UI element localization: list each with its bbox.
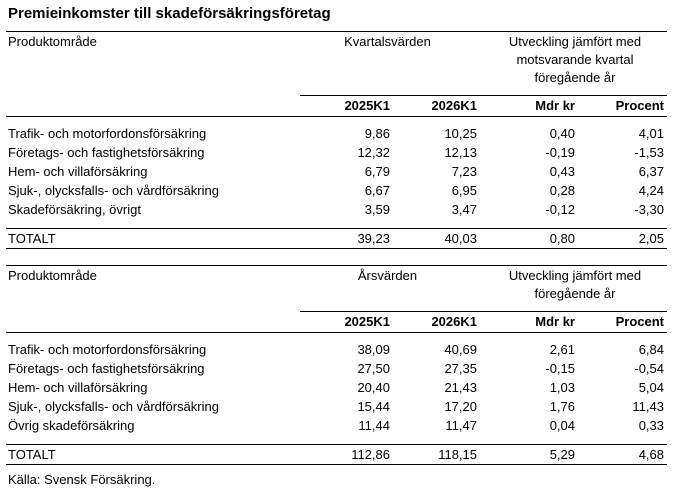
row-value-mdr-kr: -0,15 (545, 361, 575, 376)
table-top-rule (6, 265, 667, 266)
row-value-2025k1: 12,32 (357, 145, 390, 160)
total-value-procent: 4,68 (638, 447, 664, 462)
row-value-2025k1: 3,59 (364, 202, 390, 217)
row-label: Hem- och villaförsäkring (8, 380, 148, 395)
row-value-2026k1: 27,35 (444, 361, 477, 376)
row-label: Övrig skadeförsäkring (8, 418, 135, 433)
row-value-mdr-kr: 0,43 (549, 164, 575, 179)
row-value-2026k1: 6,95 (451, 183, 477, 198)
total-label: TOTALT (8, 447, 56, 462)
subheader-procent: Procent (615, 98, 664, 113)
total-top-rule (6, 444, 667, 445)
subheader-rule (300, 95, 667, 96)
row-label: Trafik- och motorfordonsförsäkring (8, 126, 207, 141)
row-label: Hem- och villaförsäkring (8, 164, 148, 179)
row-value-procent: -0,54 (634, 361, 664, 376)
row-value-2026k1: 10,25 (444, 126, 477, 141)
col-group-header-values: Kvartalsvärden (344, 34, 431, 49)
col-header-product: Produktområde (8, 268, 97, 283)
row-label: Sjuk-, olycksfalls- och vårdförsäkring (8, 399, 219, 414)
total-value-mdr-kr: 0,80 (549, 231, 575, 246)
row-value-2026k1: 7,23 (451, 164, 477, 179)
row-value-procent: -3,30 (634, 202, 664, 217)
row-value-2026k1: 12,13 (444, 145, 477, 160)
header-bottom-rule (6, 116, 667, 117)
total-value-2025k1: 39,23 (357, 231, 390, 246)
row-value-mdr-kr: 2,61 (549, 342, 575, 357)
row-value-procent: 6,84 (638, 342, 664, 357)
row-value-2025k1: 6,79 (364, 164, 390, 179)
row-value-procent: 4,24 (638, 183, 664, 198)
row-value-procent: 4,01 (638, 126, 664, 141)
row-value-2025k1: 27,50 (357, 361, 390, 376)
total-value-mdr-kr: 5,29 (549, 447, 575, 462)
subheader-2025k1: 2025K1 (344, 98, 390, 113)
total-label: TOTALT (8, 231, 56, 246)
header-bottom-rule (6, 332, 667, 333)
col-group-header-values: Årsvärden (357, 268, 418, 283)
row-value-2025k1: 20,40 (357, 380, 390, 395)
row-value-2026k1: 3,47 (451, 202, 477, 217)
row-value-procent: 6,37 (638, 164, 664, 179)
row-label: Skadeförsäkring, övrigt (8, 202, 141, 217)
subheader-2025k1: 2025K1 (344, 314, 390, 329)
row-value-procent: 11,43 (632, 399, 664, 414)
row-value-mdr-kr: -0,12 (545, 202, 575, 217)
col-group-header-change-1: Utveckling jämfört med (508, 268, 642, 283)
row-value-2026k1: 40,69 (444, 342, 477, 357)
row-value-2026k1: 21,43 (444, 380, 477, 395)
row-value-mdr-kr: 1,03 (549, 380, 575, 395)
row-label: Trafik- och motorfordonsförsäkring (8, 342, 207, 357)
col-group-header-change-3: föregående år (534, 70, 616, 85)
col-group-header-change-2: föregående år (534, 286, 616, 301)
subheader-2026k1: 2026K1 (431, 314, 477, 329)
row-value-mdr-kr: 0,04 (549, 418, 575, 433)
subheader-mdr-kr: Mdr kr (535, 314, 575, 329)
table-bottom-rule (6, 464, 667, 465)
row-value-mdr-kr: 0,28 (549, 183, 575, 198)
total-value-procent: 2,05 (638, 231, 664, 246)
subheader-procent: Procent (615, 314, 664, 329)
total-value-2025k1: 112,86 (351, 447, 390, 462)
row-label: Sjuk-, olycksfalls- och vårdförsäkring (8, 183, 219, 198)
source-note: Källa: Svensk Försäkring. (8, 472, 156, 487)
page-title: Premieinkomster till skadeförsäkringsföretag (8, 5, 331, 22)
row-value-2025k1: 15,44 (357, 399, 390, 414)
col-header-product: Produktområde (8, 34, 97, 49)
total-top-rule (6, 228, 667, 229)
row-label: Företags- och fastighetsförsäkring (8, 145, 205, 160)
col-group-header-change-1: Utveckling jämfört med (508, 34, 642, 49)
row-value-procent: 0,33 (638, 418, 664, 433)
table-bottom-rule (6, 248, 667, 249)
subheader-2026k1: 2026K1 (431, 98, 477, 113)
row-value-mdr-kr: -0,19 (545, 145, 575, 160)
col-group-header-change-2: motsvarande kvartal (516, 52, 634, 67)
row-value-2025k1: 38,09 (357, 342, 390, 357)
table-top-rule (6, 31, 667, 32)
row-value-2025k1: 11,44 (358, 418, 390, 433)
row-value-2025k1: 6,67 (364, 183, 390, 198)
row-label: Företags- och fastighetsförsäkring (8, 361, 205, 376)
row-value-mdr-kr: 0,40 (549, 126, 575, 141)
row-value-2025k1: 9,86 (364, 126, 390, 141)
row-value-procent: 5,04 (638, 380, 664, 395)
subheader-rule (300, 311, 667, 312)
total-value-2026k1: 118,15 (438, 447, 477, 462)
row-value-2026k1: 17,20 (444, 399, 477, 414)
subheader-mdr-kr: Mdr kr (535, 98, 575, 113)
row-value-mdr-kr: 1,76 (549, 399, 575, 414)
total-value-2026k1: 40,03 (444, 231, 477, 246)
row-value-2026k1: 11,47 (445, 418, 477, 433)
row-value-procent: -1,53 (634, 145, 664, 160)
